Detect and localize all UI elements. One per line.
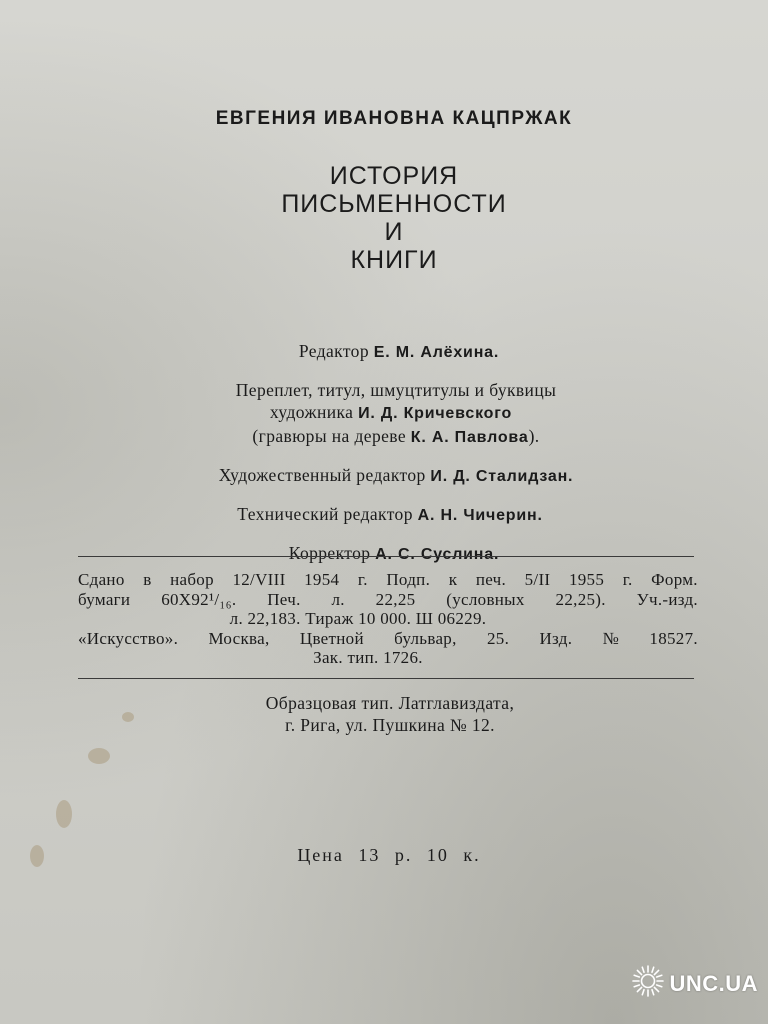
price-label: Цена 13 р. 10 к. — [297, 845, 481, 865]
editor-credit — [0, 340, 768, 364]
imprint-word: 22,25). — [555, 589, 606, 609]
imprint-word: в — [143, 570, 152, 589]
printer-line-2: г. Рига, ул. Пушкина № 12. — [285, 715, 495, 735]
imprint-word: Форм. — [651, 570, 698, 589]
divider-top — [78, 556, 694, 557]
imprint-line-2 — [78, 590, 698, 610]
art-editor-credit — [0, 464, 768, 488]
binding-artist-name: И. Д. Кричевского — [358, 405, 513, 422]
imprint-word: 1954 — [304, 570, 340, 589]
paper-stain — [56, 800, 72, 828]
imprint-word: бульвар, — [394, 628, 457, 648]
imprint-word: печ. — [475, 570, 507, 589]
tech-editor-name: А. Н. Чичерин. — [417, 507, 543, 524]
imprint-word: 1955 — [568, 570, 605, 589]
watermark — [631, 964, 758, 1004]
paper-stain — [88, 748, 110, 764]
sunburst-logo-icon — [631, 964, 669, 1004]
imprint-word: Печ. — [267, 589, 301, 609]
tech-editor-credit — [0, 503, 768, 527]
title-line: И — [384, 218, 404, 246]
imprint-word: к — [448, 570, 458, 589]
imprint-line-5: Зак. тип. 1726. — [313, 648, 423, 667]
engravings-credit — [0, 425, 768, 449]
imprint-word: Подп. — [386, 570, 431, 589]
corrector-name: А. С. Суслина. — [375, 546, 500, 563]
imprint-word: 25. — [486, 628, 510, 648]
imprint-word: набор — [170, 570, 214, 589]
tech-editor-role: Технический редактор — [237, 504, 413, 524]
credits-block — [0, 340, 768, 581]
imprint-line-4 — [78, 629, 698, 649]
engravings-name: К. А. Павлова — [410, 429, 529, 446]
imprint-word: 60X92¹/₁₆. — [161, 589, 237, 609]
printer-line-1: Образцовая тип. Латглавиздата, — [265, 693, 515, 713]
imprint-word: Цветной — [299, 628, 364, 648]
book-title — [0, 162, 768, 274]
title-line: КНИГИ — [350, 246, 438, 274]
imprint-word: г. — [622, 570, 633, 589]
art-editor-name: И. Д. Сталидзан. — [430, 468, 574, 485]
divider-bottom — [78, 678, 694, 679]
imprint-word: 12/VIII — [232, 570, 286, 589]
imprint-word: 22,25 — [375, 589, 416, 609]
watermark-text: UNC.UA — [669, 971, 758, 996]
imprint-word: л. — [331, 589, 345, 609]
imprint-word: Уч.-изд. — [636, 589, 698, 609]
imprint-word: 18527. — [649, 628, 698, 648]
imprint-word: (условных — [446, 589, 525, 609]
binding-credit-line: Переплет, титул, шмуцтитулы и буквицы — [235, 380, 557, 400]
imprint-line-3: л. 22,183. Тираж 10 000. Ш 06229. — [229, 609, 487, 628]
imprint-word: г. — [357, 570, 368, 589]
editor-role: Редактор — [298, 341, 369, 361]
printer-block — [0, 692, 768, 736]
imprint-word: бумаги — [78, 589, 131, 609]
imprint-word: Москва, — [208, 628, 270, 648]
imprint-word: «Искусство». — [78, 628, 179, 648]
binding-artist-credit — [0, 401, 768, 425]
author-name: ЕВГЕНИЯ ИВАНОВНА КАЦПРЖАК — [215, 108, 573, 129]
editor-name: Е. М. Алёхина. — [373, 344, 500, 361]
art-editor-role: Художественный редактор — [218, 465, 426, 485]
imprint-word: Сдано — [78, 570, 125, 589]
corrector-role: Корректор — [288, 543, 371, 563]
engravings-suffix: ). — [528, 426, 540, 446]
title-line: ПИСЬМЕННОСТИ — [281, 190, 507, 218]
imprint-line-1 — [78, 570, 698, 590]
corrector-credit — [0, 542, 768, 566]
imprint-word: № — [602, 628, 620, 648]
binding-artist-prefix: художника — [269, 402, 354, 422]
imprint-word: 5/II — [524, 570, 551, 589]
imprint-block — [78, 570, 698, 668]
engravings-prefix: (гравюры на дереве — [252, 426, 406, 446]
imprint-word: Изд. — [539, 628, 573, 648]
title-line: ИСТОРИЯ — [329, 162, 459, 190]
